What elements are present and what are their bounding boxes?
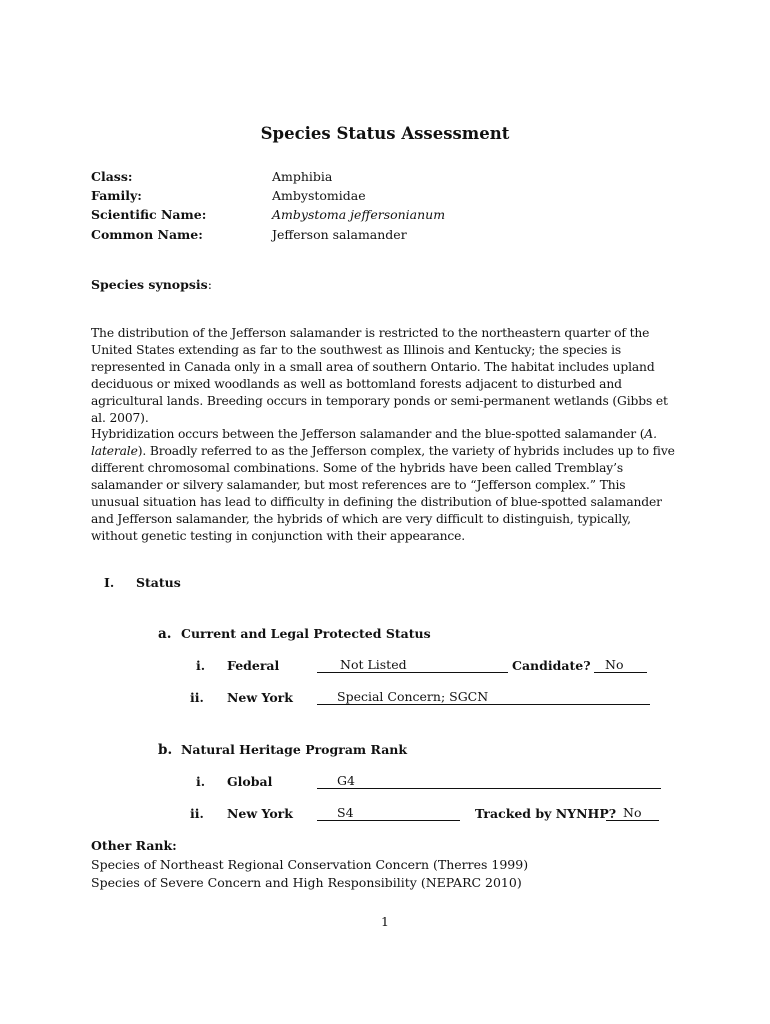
subsection-a-letter: a.: [158, 626, 172, 642]
tracked-value: No: [623, 805, 642, 820]
global-rank-field: [317, 773, 661, 789]
subsection-b-label: Natural Heritage Program Rank: [181, 742, 408, 757]
synopsis-heading-colon: :: [207, 277, 212, 292]
family-value: Ambystomidae: [272, 188, 366, 203]
class-label: Class:: [91, 169, 133, 184]
paragraph-2-species: A. laterale: [91, 427, 657, 458]
global-numeral: i.: [196, 774, 206, 789]
section-label: Status: [136, 575, 181, 590]
ny-legal-status-value: Special Concern; SGCN: [337, 689, 489, 704]
ny-legal-label: New York: [227, 690, 293, 705]
federal-status-field: [317, 657, 508, 673]
ny-rank-field: [317, 805, 460, 821]
page-number: 1: [381, 914, 389, 929]
family-label: Family:: [91, 188, 142, 203]
ny-rank-numeral: ii.: [190, 806, 204, 821]
document-title: Species Status Assessment: [260, 124, 510, 143]
other-rank-heading: Other Rank:: [91, 838, 177, 853]
other-rank-line-2: Species of Severe Concern and High Responsibility (NEPARC 2010): [91, 875, 522, 890]
synopsis-paragraph-2: [91, 426, 676, 545]
paragraph-2-rest: ). Broadly referred to as the Jefferson complex, the variety of hybrids includes up to five different chromosomal combinations. Some of the hybrids have been called Tremblay’s salamander or silvery salamander, but most references are to “Jefferson complex.” This unusual situation has lead to difficulty in defining the distribution of blue-spotted salamander and Jefferson salamander, the hybrids of which are very difficult to distinguish, typically, without genetic testing in conjunction with their appearance.: [91, 444, 675, 543]
subsection-a-label: Current and Legal Protected Status: [181, 626, 431, 641]
subsection-b-letter: b.: [158, 742, 173, 758]
other-rank-line-1: Species of Northeast Regional Conservation Concern (Therres 1999): [91, 857, 529, 872]
candidate-label: Candidate?: [512, 658, 591, 673]
ny-rank-label: New York: [227, 806, 293, 821]
ny-rank-value: S4: [337, 805, 354, 820]
synopsis-heading: [91, 277, 212, 292]
common-name-value: Jefferson salamander: [272, 227, 407, 242]
paragraph-2-start: Hybridization occurs between the Jefferson salamander and the blue-spotted salamander (: [91, 427, 645, 441]
ny-legal-status-field: [317, 689, 650, 705]
tracked-label: Tracked by NYNHP?: [475, 806, 617, 821]
synopsis-heading-label: Species synopsis: [91, 277, 208, 292]
ny-legal-numeral: ii.: [190, 690, 204, 705]
federal-numeral: i.: [196, 658, 206, 673]
scientific-name-label: Scientific Name:: [91, 207, 207, 222]
federal-status-value: Not Listed: [340, 657, 407, 672]
candidate-value: No: [605, 657, 624, 672]
common-name-label: Common Name:: [91, 227, 203, 242]
synopsis-paragraph-1: The distribution of the Jefferson salamander is restricted to the northeastern quarter of the United States extending as far to the southwest as Illinois and Kentucky; the species is represented in Canada only in a small area of southern Ontario. The habitat includes upland deciduous or mixed woodlands as well as bottomland forests adjacent to disturbed and agricultural lands. Breeding occurs in temporary ponds or semi-permanent wetlands (Gibbs et al. 2007).: [91, 326, 668, 425]
global-rank-value: G4: [337, 773, 355, 788]
section-numeral: I.: [104, 575, 115, 590]
tracked-field: [606, 805, 659, 821]
global-label: Global: [227, 774, 273, 789]
class-value: Amphibia: [272, 169, 333, 184]
candidate-field: [594, 657, 647, 673]
federal-label: Federal: [227, 658, 280, 673]
scientific-name-value: Ambystoma jeffersonianum: [272, 207, 446, 222]
